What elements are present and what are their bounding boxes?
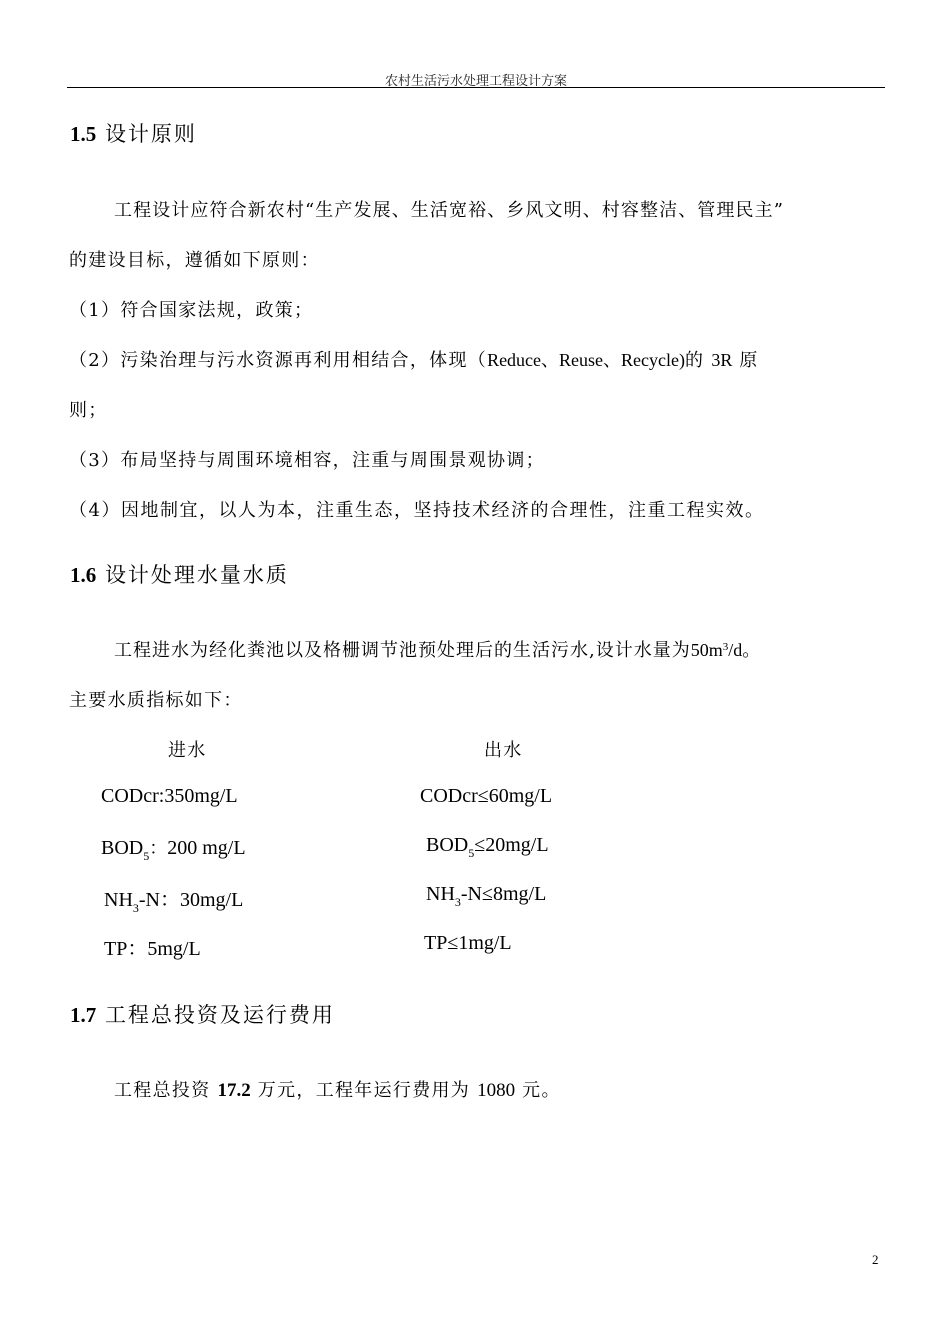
header-rule bbox=[67, 87, 885, 88]
influent-nh3n bbox=[104, 883, 244, 915]
nh3-value: 30mg/L bbox=[180, 889, 244, 911]
nh3-value: -N≤8mg/L bbox=[460, 883, 547, 905]
n-label: -N： bbox=[138, 889, 180, 911]
influent-column-header: 进水 bbox=[168, 740, 207, 761]
bod-label: BOD bbox=[426, 834, 469, 856]
operating-cost: 1080 bbox=[477, 1080, 516, 1101]
principle-item-2-continued: 则； bbox=[69, 400, 108, 421]
effluent-tp: TP≤1mg/L bbox=[424, 932, 512, 954]
page-header: 农村生活污水处理工程设计方案 bbox=[384, 73, 567, 88]
influent-codcr: CODcr:350mg/L bbox=[101, 785, 238, 807]
principle-item-2-text-c: 原 bbox=[732, 350, 759, 371]
principles-intro-line1: 工程设计应符合新农村“生产发展、生活宽裕、乡风文明、村容整洁、管理民主” bbox=[114, 200, 785, 221]
section-1-6-heading bbox=[70, 559, 289, 589]
bod-subscript: 5 bbox=[143, 849, 150, 863]
principle-item-3: （3）布局坚持与周围环境相容，注重与周围景观协调； bbox=[69, 450, 545, 471]
section-title: 设计原则 bbox=[104, 122, 197, 146]
section-1-5-heading bbox=[70, 118, 197, 148]
principle-item-2-text: （2）污染治理与污水资源再利用相结合，体现（ bbox=[69, 350, 488, 371]
nh3-label: NH bbox=[104, 889, 133, 911]
nh3-subscript: 3 bbox=[454, 895, 461, 909]
influent-tp bbox=[104, 932, 201, 961]
principles-intro-line2: 的建设目标，遵循如下原则： bbox=[69, 250, 320, 271]
influent-bod5 bbox=[101, 834, 246, 863]
nh3-subscript: 3 bbox=[132, 901, 139, 915]
bod-value: 200 mg/L bbox=[167, 837, 246, 859]
investment-amount: 17.2 bbox=[217, 1080, 251, 1101]
section-number: 1.7 bbox=[70, 1003, 97, 1027]
investment-line bbox=[114, 1076, 561, 1102]
investment-text-b: 万元，工程年运行费用为 bbox=[250, 1080, 478, 1101]
page-number: 2 bbox=[872, 1252, 879, 1267]
tp-label: TP： bbox=[104, 938, 148, 960]
section-title: 设计处理水量水质 bbox=[104, 563, 289, 587]
investment-text: 工程总投资 bbox=[114, 1080, 218, 1101]
effluent-nh3n bbox=[426, 883, 547, 909]
bod-label: BOD bbox=[101, 837, 144, 859]
water-intro-line2: 主要水质指标如下： bbox=[69, 690, 243, 711]
bod-value: ≤20mg/L bbox=[474, 834, 549, 856]
principle-item-2-3r: 3R bbox=[711, 350, 733, 370]
section-number: 1.6 bbox=[70, 563, 97, 587]
tp-value: 5mg/L bbox=[147, 938, 201, 960]
design-flow-unit-sup: 3 bbox=[722, 641, 729, 653]
effluent-column-header: 出水 bbox=[484, 740, 523, 761]
principle-item-1: （1）符合国家法规，政策； bbox=[69, 300, 314, 321]
bod-subscript: 5 bbox=[468, 846, 475, 860]
colon: ： bbox=[149, 838, 168, 859]
water-intro-text: 工程进水为经化粪池以及格栅调节池预处理后的生活污水,设计水量为 bbox=[114, 640, 691, 661]
principle-item-2 bbox=[69, 346, 759, 372]
investment-text-c: 元。 bbox=[515, 1080, 561, 1101]
principle-item-2-3r-terms: Reduce、Reuse、Recycle) bbox=[487, 350, 685, 370]
principle-item-2-text-b: 的 bbox=[684, 350, 712, 371]
water-intro-line1 bbox=[114, 636, 760, 662]
section-number: 1.5 bbox=[70, 122, 97, 146]
effluent-bod5 bbox=[426, 834, 549, 860]
design-flow-unit: /d。 bbox=[728, 640, 761, 660]
design-flow-value: 50m bbox=[690, 640, 723, 660]
principle-item-4: （4）因地制宜，以人为本，注重生态，坚持技术经济的合理性，注重工程实效。 bbox=[69, 500, 765, 521]
nh3-label: NH bbox=[426, 883, 455, 905]
effluent-codcr: CODcr≤60mg/L bbox=[420, 785, 553, 807]
section-1-7-heading bbox=[70, 999, 335, 1029]
section-title: 工程总投资及运行费用 bbox=[104, 1003, 335, 1027]
